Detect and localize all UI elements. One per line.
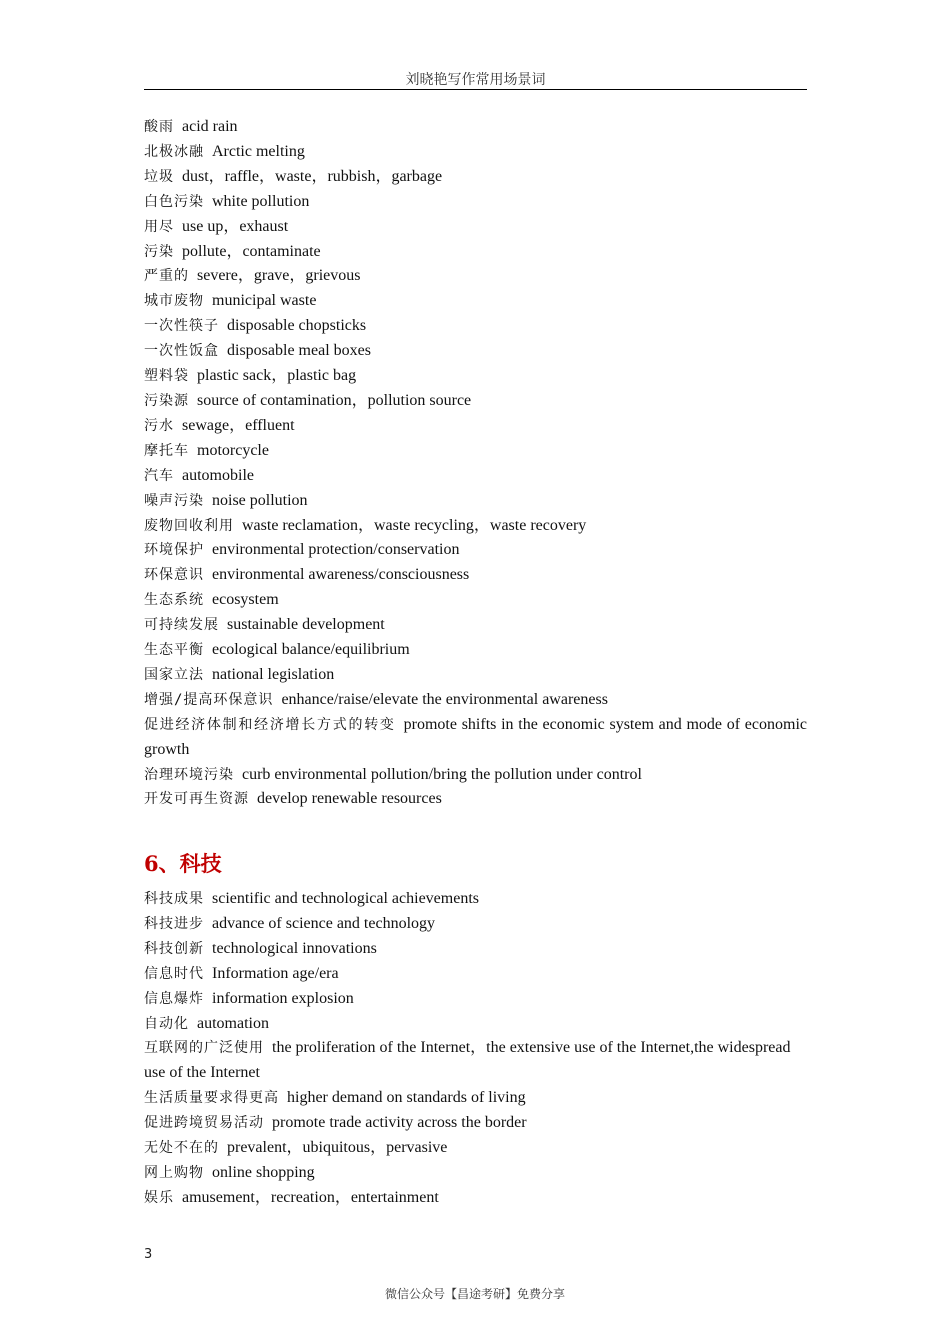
vocab-term-english: environmental protection/conservation (212, 541, 460, 559)
vocab-term-chinese: 国家立法 (144, 666, 204, 683)
vocab-entry (144, 787, 807, 812)
vocab-entry (144, 887, 807, 912)
vocab-entry (144, 987, 807, 1012)
vocab-term-chinese: 生态系统 (144, 592, 204, 609)
vocab-entry (144, 489, 807, 514)
vocab-term-english: environmental awareness/consciousness (212, 566, 470, 584)
vocab-entry (144, 215, 807, 240)
vocab-entry (144, 339, 807, 364)
vocab-term-english: the proliferation of the Internet，the extensive use of the Internet,the widespread use of the Internet (144, 1039, 791, 1082)
header-divider (144, 89, 807, 90)
vocab-term-english: ecosystem (212, 591, 279, 609)
vocab-entry (144, 1186, 807, 1211)
vocab-term-chinese: 信息爆炸 (144, 990, 204, 1007)
vocab-term-english: promote shifts in the economic system and mode of economic growth (144, 715, 808, 758)
vocab-entry (144, 314, 807, 339)
section-heading-technology: 6、科技 (144, 851, 222, 876)
vocab-term-english: scientific and technological achievements (212, 890, 479, 907)
vocab-term-chinese: 一次性筷子 (144, 318, 219, 335)
vocab-term-chinese: 一次性饭盒 (144, 343, 219, 360)
vocab-term-chinese: 环保意识 (144, 567, 204, 584)
vocab-term-english: prevalent，ubiquitous，pervasive (227, 1139, 448, 1157)
vocab-term-chinese: 可持续发展 (144, 617, 219, 634)
page-footer: 微信公众号【昌途考研】免费分享 (384, 1287, 565, 1301)
vocab-entry (144, 663, 807, 688)
vocab-term-chinese: 严重的 (144, 268, 189, 285)
vocab-term-english: waste reclamation，waste recycling，waste recovery (242, 516, 587, 534)
vocab-term-chinese: 污染源 (144, 392, 189, 409)
vocab-term-english: online shopping (212, 1163, 315, 1181)
vocab-term-chinese: 科技创新 (144, 940, 204, 957)
vocab-term-chinese: 娱乐 (144, 1189, 174, 1206)
technology-vocab-list (144, 887, 807, 1211)
vocab-term-english: motorcycle (197, 441, 269, 459)
vocab-term-chinese: 促进经济体制和经济增长方式的转变 (144, 716, 396, 733)
vocab-entry (144, 464, 807, 489)
vocab-term-english: plastic sack，plastic bag (197, 367, 357, 385)
vocab-term-english: disposable chopsticks (227, 317, 367, 335)
vocab-term-english: curb environmental pollution/bring the pollution under control (242, 765, 642, 783)
vocab-entry (144, 1012, 807, 1037)
vocab-term-english: noise pollution (212, 491, 308, 509)
vocab-term-chinese: 污染 (144, 243, 174, 260)
vocab-entry (144, 638, 807, 663)
page-header: 刘晓艳写作常用场景词 (405, 72, 546, 88)
vocab-entry (144, 1111, 807, 1136)
vocab-term-chinese: 塑料袋 (144, 368, 189, 385)
vocab-term-english: municipal waste (212, 292, 317, 310)
vocab-entry (144, 140, 807, 165)
vocab-entry (144, 240, 807, 265)
vocab-entry (144, 937, 807, 962)
vocab-entry (144, 688, 807, 713)
vocab-term-chinese: 网上购物 (144, 1164, 204, 1181)
vocab-term-chinese: 互联网的广泛使用 (144, 1040, 264, 1057)
vocab-term-chinese: 酸雨 (144, 119, 174, 135)
vocab-term-english: pollute，contaminate (182, 242, 321, 260)
vocab-term-chinese: 开发可再生资源 (144, 791, 249, 808)
vocab-term-english: information explosion (212, 989, 354, 1007)
vocab-entry (144, 389, 807, 414)
vocab-term-english: advance of science and technology (212, 914, 436, 932)
vocab-term-english: technological innovations (212, 939, 377, 957)
vocab-entry (144, 588, 807, 613)
vocab-entry (144, 190, 807, 215)
vocab-term-chinese: 汽车 (144, 467, 174, 484)
vocab-term-chinese: 北极冰融 (144, 143, 204, 160)
vocab-entry (144, 1086, 807, 1111)
vocab-entry (144, 538, 807, 563)
vocab-term-english: Arctic melting (212, 142, 305, 160)
vocab-entry (144, 763, 807, 788)
vocab-term-chinese: 科技成果 (144, 891, 204, 907)
vocab-term-english: higher demand on standards of living (287, 1089, 526, 1107)
vocab-term-chinese: 污水 (144, 417, 174, 434)
vocab-term-english: national legislation (212, 665, 335, 683)
vocab-term-english: Information age/era (212, 964, 339, 982)
vocab-term-chinese: 生活质量要求得更高 (144, 1090, 279, 1107)
vocab-term-chinese: 自动化 (144, 1015, 189, 1032)
vocab-entry (144, 912, 807, 937)
vocab-term-english: ecological balance/equilibrium (212, 641, 410, 659)
vocab-term-english: amusement，recreation，entertainment (182, 1188, 439, 1206)
page-number: 3 (144, 1247, 153, 1262)
vocab-term-chinese: 环境保护 (144, 542, 204, 559)
vocab-term-chinese: 白色污染 (144, 193, 204, 210)
vocab-entry (144, 165, 807, 190)
environment-vocab-list (144, 115, 807, 812)
vocab-term-chinese: 用尽 (144, 218, 174, 235)
vocab-term-english: severe，grave，grievous (197, 267, 361, 285)
vocab-term-chinese: 增强/提高环保意识 (144, 691, 274, 708)
vocab-term-english: source of contamination，pollution source (197, 391, 472, 409)
vocab-entry (144, 364, 807, 389)
vocab-entry (144, 713, 807, 763)
vocab-term-english: disposable meal boxes (227, 342, 371, 360)
vocab-entry (144, 264, 807, 289)
vocab-entry (144, 613, 807, 638)
vocab-term-chinese: 无处不在的 (144, 1140, 219, 1157)
vocab-term-english: enhance/raise/elevate the environmental awareness (281, 690, 608, 708)
vocab-entry (144, 962, 807, 987)
vocab-term-english: dust，raffle，waste，rubbish，garbage (182, 167, 443, 185)
vocab-entry (144, 1036, 807, 1086)
vocab-term-english: promote trade activity across the border (272, 1114, 527, 1132)
vocab-term-chinese: 促进跨境贸易活动 (144, 1115, 264, 1132)
vocab-term-chinese: 治理环境污染 (144, 766, 234, 783)
vocab-term-english: sustainable development (227, 616, 385, 634)
vocab-term-chinese: 废物回收利用 (144, 517, 234, 534)
vocab-term-english: automation (197, 1014, 269, 1032)
vocab-term-english: acid rain (182, 118, 238, 135)
vocab-term-chinese: 摩托车 (144, 442, 189, 459)
vocab-term-chinese: 噪声污染 (144, 492, 204, 509)
vocab-term-chinese: 城市废物 (144, 293, 204, 310)
vocab-term-chinese: 生态平衡 (144, 642, 204, 659)
vocab-entry (144, 1161, 807, 1186)
vocab-term-english: white pollution (212, 192, 310, 210)
vocab-term-english: sewage，effluent (182, 416, 295, 434)
vocab-term-english: develop renewable resources (257, 790, 442, 808)
vocab-entry (144, 514, 807, 539)
vocab-term-chinese: 垃圾 (144, 168, 174, 185)
vocab-term-chinese: 信息时代 (144, 965, 204, 982)
vocab-entry (144, 115, 807, 140)
vocab-term-english: automobile (182, 466, 254, 484)
vocab-term-chinese: 科技进步 (144, 915, 204, 932)
vocab-entry (144, 289, 807, 314)
vocab-entry (144, 439, 807, 464)
vocab-entry (144, 563, 807, 588)
vocab-entry (144, 1136, 807, 1161)
vocab-entry (144, 414, 807, 439)
vocab-term-english: use up，exhaust (182, 217, 289, 235)
